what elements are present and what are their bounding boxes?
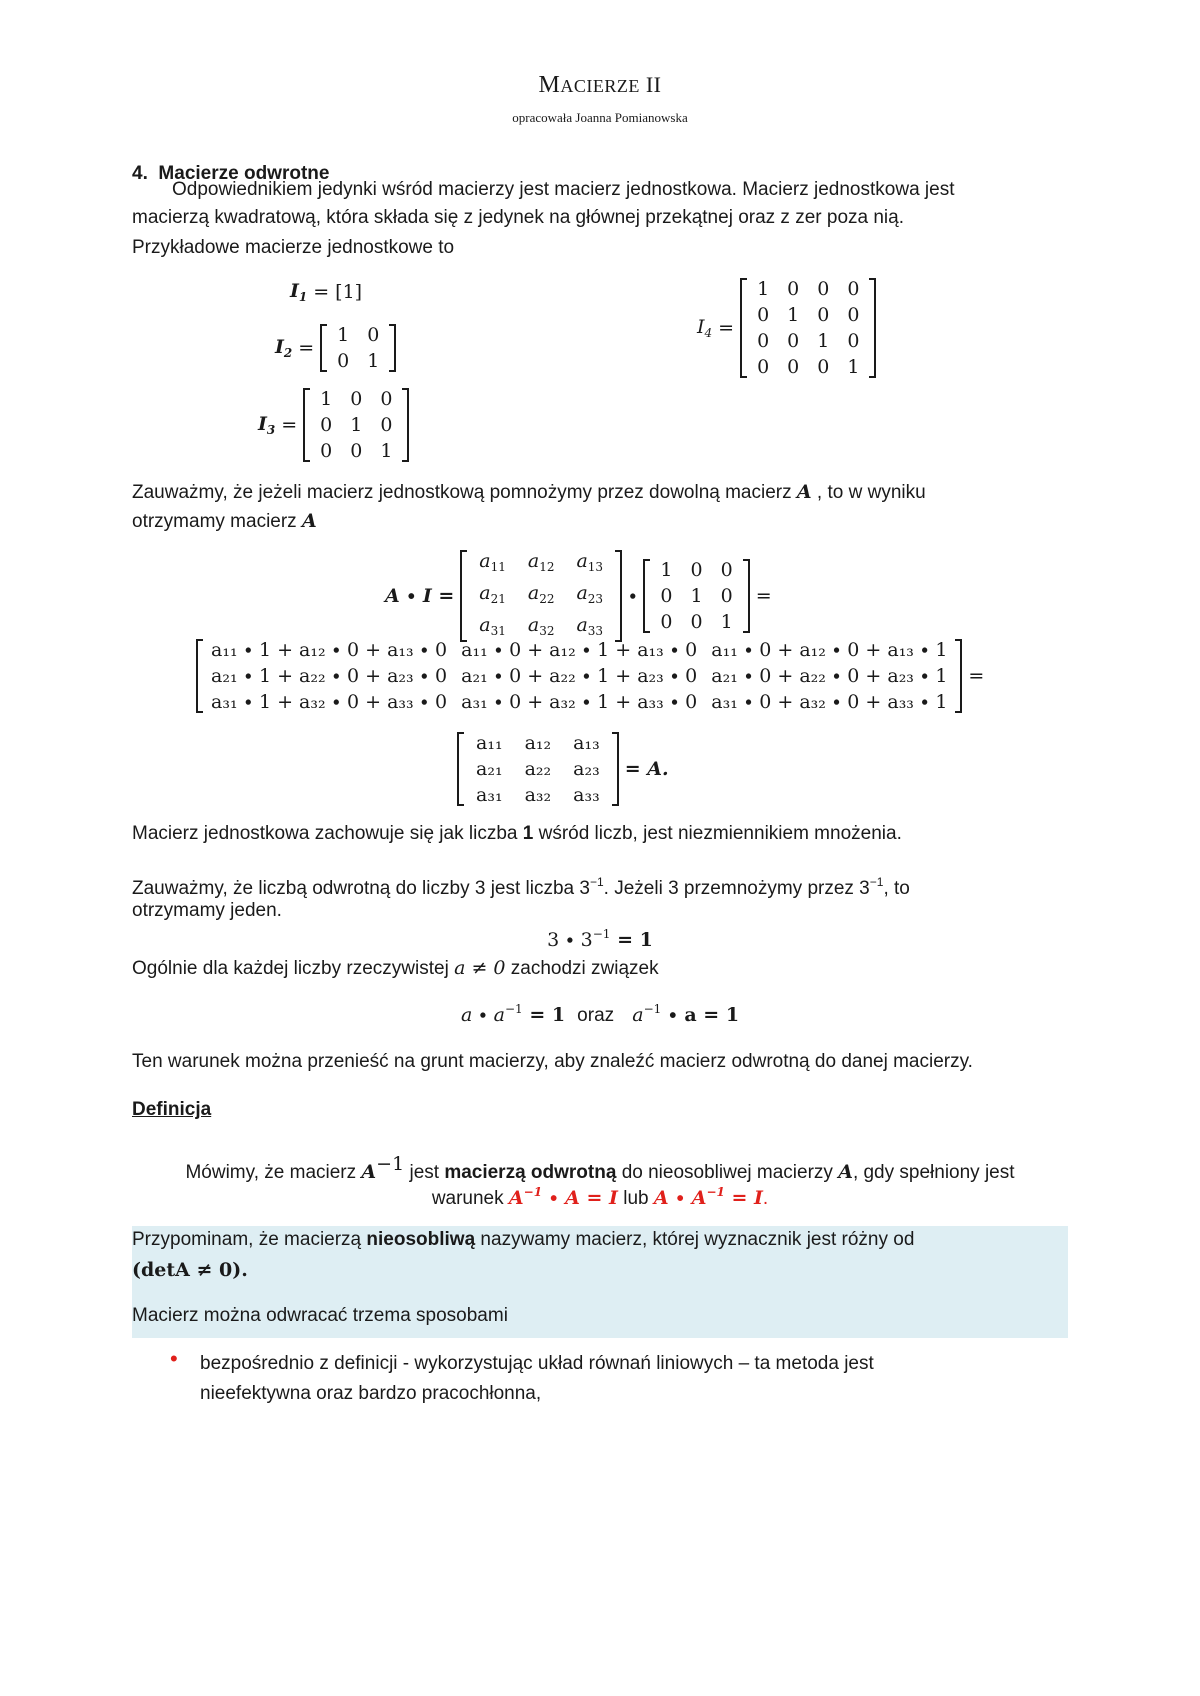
matrix-I-cell: 0 xyxy=(660,611,673,633)
result-equation: a₁₁ a₁₂ a₁₃ a₂₁ a₂₂ a₂₃ a₃₁ a₃₂ a₃₃ = A. xyxy=(457,730,669,808)
reminder-line-2: (detA ≠ 0). xyxy=(132,1259,248,1281)
expanded-matrix xyxy=(196,637,962,715)
result-matrix xyxy=(457,730,619,808)
matrix-A-cell: $a_{31}$ xyxy=(479,614,506,638)
matrix-A-cell: $a_{32}$ xyxy=(527,614,555,638)
matrix-I-cell: 1 xyxy=(720,611,733,633)
result-cell: a₂₁ xyxy=(476,758,503,780)
identity-2-cell: 1 xyxy=(337,324,350,346)
expanded-cell: a₂₁ ∙ 0 + a₂₂ ∙ 1 + a₂₃ ∙ 0 xyxy=(461,665,698,687)
matrix-A-cell: $a_{13}$ xyxy=(576,550,604,574)
expanded-cell: a₁₁ ∙ 0 + a₁₂ ∙ 1 + a₁₃ ∙ 0 xyxy=(461,639,698,661)
identity-3-cell: 0 xyxy=(320,414,333,436)
identity-2-row xyxy=(328,348,388,374)
identity-4-row xyxy=(748,354,868,380)
note-line-2: otrzymamy macierz A xyxy=(132,510,317,532)
result-row xyxy=(465,782,611,808)
identity-4-cell: 1 xyxy=(757,278,770,300)
equation-3: $3 \cdot 3^{-1} = 1$ xyxy=(547,927,653,951)
identity-3: $I_3$ = 1 0 0 0 1 0 0 0 1 xyxy=(258,386,409,464)
matrix-I-row xyxy=(651,583,741,609)
identity-4-cell: 0 xyxy=(787,330,800,352)
identity-4-cell: 0 xyxy=(757,304,770,326)
expanded-row xyxy=(204,689,954,715)
identity-3-matrix xyxy=(303,386,409,464)
identity-4-cell: 0 xyxy=(757,330,770,352)
identity-4-cell: 0 xyxy=(787,278,800,300)
matrix-I xyxy=(643,557,749,635)
identity-3-row xyxy=(311,438,401,464)
paragraph-condition: Ten warunek można przenieść na grunt macierzy, aby znaleźć macierz odwrotną do danej macierzy. xyxy=(132,1051,973,1072)
identity-4-row xyxy=(748,328,868,354)
matrix-A-cell: $a_{33}$ xyxy=(576,614,604,638)
result-cell: a₂₂ xyxy=(524,758,552,780)
matrix-I-cell: 0 xyxy=(660,585,673,607)
identity-4-cell: 0 xyxy=(757,356,770,378)
intro-line-2: macierzą kwadratową, która składa się z jedynek na głównej przekątnej oraz z zer poza nią. xyxy=(132,207,904,228)
identity-3-cell: 1 xyxy=(350,414,363,436)
expanded-cell: a₂₁ ∙ 1 + a₂₂ ∙ 0 + a₂₃ ∙ 0 xyxy=(211,665,448,687)
identity-2-cell: 1 xyxy=(367,350,380,372)
identity-2-cell: 0 xyxy=(367,324,380,346)
identity-2: $I_2$ = 1 0 0 1 xyxy=(275,322,396,374)
result-cell: a₁₂ xyxy=(524,732,552,754)
result-cell: a₃₁ xyxy=(476,784,503,806)
product-equation: A ∙ I = $a_{11}$ $a_{12}$ $a_{13}$ $a_{21}$ $a_{22}$ $a_{23}$ $a_{31}$ $a_{32}$ $a_{33}$ ∙ 1 0 0 0 1 0 0 0 1 = xyxy=(385,548,772,644)
identity-4-cell: 1 xyxy=(847,356,860,378)
identity-3-cell: 1 xyxy=(320,388,333,410)
identity-2-matrix xyxy=(320,322,396,374)
matrix-A-cell: $a_{23}$ xyxy=(576,582,604,606)
identity-2-cell: 0 xyxy=(337,350,350,372)
identity-4-cell: 0 xyxy=(817,356,830,378)
author-line: opracowała Joanna Pomianowska xyxy=(512,110,688,125)
method-1-line-2: nieefektywna oraz bardzo pracochłonna, xyxy=(200,1383,542,1404)
bullet-icon: • xyxy=(170,1346,178,1371)
paragraph-reciprocal: Zauważmy, że liczbą odwrotną do liczby 3 jest liczba $3^{-1}$. Jeżeli 3 przemnożymy przez $3^{-1}$, to xyxy=(132,875,910,899)
result-row xyxy=(465,756,611,782)
page-title xyxy=(0,72,1200,99)
identity-3-cell: 0 xyxy=(350,388,363,410)
matrix-A-cell: $a_{11}$ xyxy=(479,550,506,574)
identity-1: $I_1$ = [1] xyxy=(290,280,363,304)
identity-4-cell: 0 xyxy=(787,356,800,378)
intro-line-3: Przykładowe macierze jednostkowe to xyxy=(132,237,455,258)
matrix-I-cell: 0 xyxy=(720,585,733,607)
title-number: II xyxy=(645,72,662,97)
definition-line-2: warunek $A^{-1} \cdot A = I$ lub $A \cdot A^{-1} = I$. xyxy=(431,1185,769,1209)
note-line-1: Zauważmy, że jeżeli macierz jednostkową pomnożymy przez dowolną macierz A , to w wyniku xyxy=(132,481,926,503)
matrix-A-row xyxy=(468,548,614,580)
identity-3-cell: 0 xyxy=(380,388,393,410)
identity-3-cell: 0 xyxy=(350,440,363,462)
paragraph-invariant: Macierz jednostkowa zachowuje się jak liczba 1 wśród liczb, jest niezmiennikiem mnożenia. xyxy=(132,823,902,844)
paragraph-reciprocal-line-2: otrzymamy jeden. xyxy=(132,900,282,921)
identity-2-row xyxy=(328,322,388,348)
result-row xyxy=(465,730,611,756)
result-cell: a₂₃ xyxy=(573,758,600,780)
identity-4-matrix xyxy=(740,276,876,380)
method-1-line-1: bezpośrednio z definicji - wykorzystując układ równań liniowych – ta metoda jest xyxy=(200,1353,874,1374)
expanded-product: a₁₁ ∙ 1 + a₁₂ ∙ 0 + a₁₃ ∙ 0 a₁₁ ∙ 0 + a₁₂ ∙ 1 + a₁₃ ∙ 0 a₁₁ ∙ 0 + a₁₂ ∙ 0 + a₁₃ ∙ 1 a₂₁ ∙ 1 + a₂₂ ∙ 0 + a₂₃ ∙ 0 a₂₁ ∙ 0 + a₂₂ ∙ 1 + a₂₃ ∙ 0 a₂₁ ∙ 0 + a₂₂ ∙ 0 + a₂₃ ∙ 1 a₃₁ ∙ 1 + a₃₂ ∙ 0 + a₃₃ ∙ 0 a₃₁ ∙ 0 + a₃₂ ∙ 1 + a₃₃ ∙ 0 a₃₁ ∙ 0 + a₃₂ ∙ 0 + a₃₃ ∙ 1 = xyxy=(196,637,984,715)
matrix-A-cell: $a_{22}$ xyxy=(527,582,555,606)
definition-line-1: Mówimy, że macierz $A^{-1}$ jest macierzą odwrotną do nieosobliwej macierzy A, gdy spełniony jest xyxy=(185,1153,1015,1183)
identity-4-cell: 1 xyxy=(817,330,830,352)
title-initial: M xyxy=(538,72,561,98)
matrix-A-cell: $a_{21}$ xyxy=(479,582,506,606)
expanded-cell: a₃₁ ∙ 1 + a₃₂ ∙ 0 + a₃₃ ∙ 0 xyxy=(211,691,448,713)
matrix-A xyxy=(460,548,622,644)
product-lhs: A ∙ I = xyxy=(385,585,455,607)
expanded-cell: a₂₁ ∙ 0 + a₂₂ ∙ 0 + a₂₃ ∙ 1 xyxy=(711,665,948,687)
expanded-row xyxy=(204,637,954,663)
identity-4-cell: 0 xyxy=(817,304,830,326)
identity-4-row xyxy=(748,276,868,302)
condition-1: $A^{-1} \cdot A = I$ xyxy=(508,1185,618,1209)
definition-heading: Definicja xyxy=(132,1099,212,1120)
intro-line-1: Odpowiednikiem jedynki wśród macierzy jest macierz jednostkowa. Macierz jednostkowa jest xyxy=(172,179,955,200)
identity-4-cell: 0 xyxy=(847,330,860,352)
condition-2: $A \cdot A^{-1} = I$ xyxy=(653,1185,763,1209)
result-cell: a₁₃ xyxy=(573,732,600,754)
matrix-I-cell: 0 xyxy=(690,559,703,581)
identity-4-cell: 0 xyxy=(817,278,830,300)
matrix-I-cell: 1 xyxy=(690,585,703,607)
matrix-I-cell: 1 xyxy=(660,559,673,581)
paragraph-general: Ogólnie dla każdej liczby rzeczywistej a ≠ 0 zachodzi związek xyxy=(132,957,659,979)
identity-1-value: [1] xyxy=(335,281,363,303)
matrix-I-cell: 0 xyxy=(720,559,733,581)
identity-4: $I_4$ = 1 0 0 0 0 1 0 0 0 0 1 0 0 0 0 1 xyxy=(697,276,876,380)
identity-4-cell: 0 xyxy=(847,304,860,326)
matrix-A-cell: $a_{12}$ xyxy=(527,550,555,574)
identity-4-cell: 0 xyxy=(847,278,860,300)
identity-3-row xyxy=(311,412,401,438)
methods-intro: Macierz można odwracać trzema sposobami xyxy=(132,1305,508,1326)
result-cell: a₁₁ xyxy=(476,732,503,754)
title-rest: ACIERZE xyxy=(560,76,640,96)
expanded-cell: a₁₁ ∙ 0 + a₁₂ ∙ 0 + a₁₃ ∙ 1 xyxy=(711,639,948,661)
expanded-cell: a₃₁ ∙ 0 + a₃₂ ∙ 0 + a₃₃ ∙ 1 xyxy=(711,691,948,713)
identity-4-row xyxy=(748,302,868,328)
identity-3-row xyxy=(311,386,401,412)
matrix-I-cell: 0 xyxy=(690,611,703,633)
equation-a: $a \cdot a^{-1} = 1$ oraz $a^{-1} \cdot a = 1$ xyxy=(460,1002,740,1026)
expanded-row xyxy=(204,663,954,689)
section-title: Macierze odwrotne xyxy=(158,163,330,184)
expanded-cell: a₃₁ ∙ 0 + a₃₂ ∙ 1 + a₃₃ ∙ 0 xyxy=(461,691,698,713)
reminder-line-1: Przypominam, że macierzą nieosobliwą nazywamy macierz, której wyznacznik jest różny od xyxy=(132,1229,915,1250)
section-number: 4. xyxy=(132,163,148,184)
identity-3-cell: 1 xyxy=(380,440,393,462)
matrix-I-row xyxy=(651,609,741,635)
identity-3-cell: 0 xyxy=(320,440,333,462)
result-cell: a₃₂ xyxy=(524,784,552,806)
matrix-A-row xyxy=(468,580,614,612)
result-cell: a₃₃ xyxy=(573,784,600,806)
identity-3-cell: 0 xyxy=(380,414,393,436)
expanded-cell: a₁₁ ∙ 1 + a₁₂ ∙ 0 + a₁₃ ∙ 0 xyxy=(211,639,448,661)
matrix-I-row xyxy=(651,557,741,583)
identity-4-cell: 1 xyxy=(787,304,800,326)
